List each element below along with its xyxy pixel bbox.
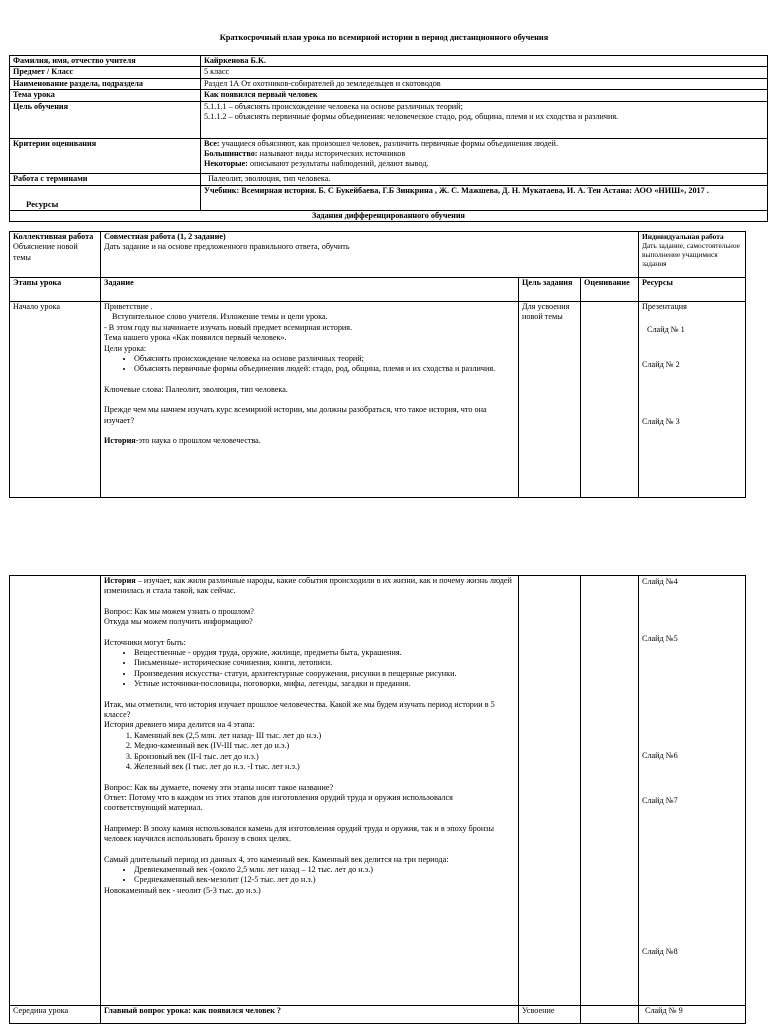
individual-text: Дать задание, самостоятельное выполнение учащимися задания xyxy=(642,241,740,268)
list-item: • Письменные- исторические сочинения, книги, летописи. xyxy=(134,658,515,668)
goal-value xyxy=(201,101,768,138)
list-item: • Среднекаменный век-мезолит (12-5 тыс. лет до н.э.) xyxy=(134,875,515,885)
list-item: • Объяснять происхождение человека на основе различных теорий; xyxy=(134,354,515,364)
topic-value: Как появился первый человек xyxy=(201,90,768,101)
slide-ref: Слайд № 3 xyxy=(642,417,680,426)
collective-label: Коллективная работа xyxy=(13,232,94,241)
list-item: • Вещественные - орудия труда, оружие, жилище, предметы быта, украшения. xyxy=(134,648,515,658)
task-start: Приветствие . Вступительное слово учителя. Изложение темы и цели урока. - В этом году вы начинаете изучать новый предмет всемирная история. Тема нашего урока «Как появился первый человек». Цели урока: • Объяснять происхождение человека на основе различных теорий; • Объяснять первичные формы объединения людей: стадо, род, община, племя и их сходства и различия. Ключевые слова: Палеолит, эволюция, тип человека. Прежде чем мы начнем изучать курс всемирной истории, мы должны разобраться, что такое история, что она изучает? История-это наука о прошлом человечества. xyxy=(101,302,519,498)
criteria-some-label: Некоторые: xyxy=(204,159,248,169)
topic-label: Тема урока xyxy=(10,90,201,101)
stone-periods-list xyxy=(104,865,515,886)
teacher-value: Кайркенова Б.К. xyxy=(201,56,768,67)
slide-ref: Слайд № 1 xyxy=(647,325,685,334)
assessment-start xyxy=(581,302,639,498)
example-text: Например: В эпоху камня использовался камень для изготовления орудий труда и оружия, так и в эпоху бронзы человек научился использовать бронзу в своих целях. xyxy=(104,823,494,844)
slide-ref: Слайд № 9 xyxy=(645,1006,683,1015)
period-question: Итак, мы отметили, что история изучает прошлое человечества. Какой же мы будем изучать период истории в 5 классе? xyxy=(104,699,495,720)
col-assessment: Оценивание xyxy=(581,278,639,302)
periods-intro: История древнего мира делится на 4 этапа: xyxy=(104,720,255,730)
list-item: 3. Бронзовый век (II-I тыс. лет до н.э.) xyxy=(134,752,515,762)
assessment-middle xyxy=(581,1006,639,1024)
criteria-all-text: учащиеся объясняют, как произошел человек, различить первичные формы объединения людей. xyxy=(219,138,558,148)
presentation-label: Презентация xyxy=(642,302,687,311)
stage-cont xyxy=(10,576,101,1006)
goal-start: Для усвоения новой темы xyxy=(519,302,581,498)
slide-ref: Слайд №8 xyxy=(642,947,678,956)
resources-start xyxy=(639,302,746,498)
joint-title: Совместная работа (1, 2 задание) xyxy=(104,232,226,241)
periods-list xyxy=(104,731,515,773)
stage-start: Начало урока xyxy=(10,302,101,498)
page-gap xyxy=(0,540,768,568)
col-resources: Ресурсы xyxy=(639,278,746,302)
lesson-plan-table xyxy=(9,231,746,498)
slide-ref: Слайд №5 xyxy=(642,634,678,643)
subject-value: 5 класс xyxy=(201,67,768,78)
list-item: • Произведения искусства- статуи, архитектурные сооружения, рисунки в пещерные рисунки. xyxy=(134,669,515,679)
goals-list xyxy=(104,354,515,375)
naming-answer: Ответ: Потому что в каждом из этих этапов для изготовления орудий труда и оружия использовался соответствующий материал. xyxy=(104,792,453,813)
subject-label: Предмет / Класс xyxy=(10,67,201,78)
criteria-most-label: Большинство: xyxy=(204,149,258,159)
section-value: Раздел 1А От охотников-собирателей до земледельцев и скотоводов xyxy=(201,78,768,89)
history-detailed: История – изучает, как жили различные народы, какие события происходили в их жизни, как и почему жизнь людей изменилась и стала такой, как сейчас. xyxy=(104,576,512,596)
joint-text: Дать задание и на основе предложенного правильного ответа, обучить xyxy=(104,242,350,252)
slide-ref: Слайд №4 xyxy=(642,577,678,586)
resources-cont xyxy=(639,576,746,1006)
task-cont xyxy=(101,576,519,1006)
criteria-most-text: называют виды исторических источников xyxy=(257,149,406,159)
goal-middle: Усвоение xyxy=(519,1006,581,1024)
resources-middle xyxy=(639,1006,746,1024)
col-task: Задание xyxy=(101,278,519,302)
stage-middle: Середина урока xyxy=(10,1006,101,1024)
joint-cell xyxy=(101,232,639,278)
main-question: Главный вопрос урока: как появился человек ? xyxy=(101,1006,519,1024)
sources-list xyxy=(104,648,515,690)
collective-sub: Объяснение новой темы xyxy=(13,242,78,262)
document-title: Краткосрочный план урока по всемирной истории в период дистанционного обучения xyxy=(219,33,549,42)
assessment-cont xyxy=(581,576,639,1006)
resources-value: Учебник: Всемирная история. Б. С Букейбаева, Г.Б Зинкрина , Ж. С. Мажшева, Д. Н. Мукатаева, И. А. Тен Астана: АОО «НИШ», 2017 . xyxy=(201,185,768,210)
list-item: 4. Железный век (I тыс. лет до н.э. -I тыс. лет н.э.) xyxy=(134,762,515,772)
goal-cont xyxy=(519,576,581,1006)
list-item: • Древнекаменный век -(около 2,5 млн. лет назад – 12 тыс. лет до н.э.) xyxy=(134,865,515,875)
lesson-info-table xyxy=(9,55,768,222)
criteria-some-text: описывают результаты наблюдений, делают вывод. xyxy=(247,159,429,169)
list-item: 2. Медно-каменный век (IV-III тыс. лет до н.э.) xyxy=(134,741,515,751)
slide-ref: Слайд № 2 xyxy=(642,360,680,369)
individual-cell xyxy=(639,232,746,278)
col-goal: Цель задания xyxy=(519,278,581,302)
criteria-value xyxy=(201,138,768,173)
diff-title: Задания дифференцированного обучения xyxy=(10,210,768,221)
lesson-plan-table-continued xyxy=(9,575,746,1024)
collective-cell xyxy=(10,232,101,278)
naming-question: Вопрос: Как вы думаете, почему эти этапы носят такое название? xyxy=(104,782,334,792)
goal-line-2: 5.1.1.2 – объяснять первичные формы объединения: человеческое стадо, род, община, племя и их сходства и различия. xyxy=(204,112,619,122)
resources-label: Ресурсы xyxy=(10,185,201,210)
list-item: • Объяснять первичные формы объединения людей: стадо, род, община, племя и их сходства и различия. xyxy=(134,364,515,374)
terms-value: Палеолит, эволюция, тип человека. xyxy=(201,173,768,185)
slide-ref: Слайд №7 xyxy=(642,796,678,805)
history-definition: История-это наука о прошлом человечества. xyxy=(104,436,261,446)
teacher-label: Фамилия, имя, отчество учителя xyxy=(10,56,201,67)
question-info: Откуда мы можем получить информацию? xyxy=(104,617,253,627)
list-item: 1. Каменный век (2,5 млн. лет назад- III тыс. лет до н.э.) xyxy=(134,731,515,741)
goal-line-1: 5.1.1.1 – объяснять происхождение человека на основе различных теорий; xyxy=(204,101,463,111)
slide-ref: Слайд №6 xyxy=(642,751,678,760)
list-item: • Устные источники-пословицы, поговорки, мифы, легенды, загадки и предания. xyxy=(134,679,515,689)
stone-age-text: Самый длительный период из данных 4, это каменный век. Каменный век делится на три периода: xyxy=(104,854,449,864)
criteria-all-label: Все: xyxy=(204,138,220,148)
document-page-2 xyxy=(0,568,768,1024)
intro-question: Прежде чем мы начнем изучать курс всемирной истории, мы должны разобраться, что такое история, что она изучает? xyxy=(104,405,487,425)
keywords-text: Ключевые слова: Палеолит, эволюция, тип человека. xyxy=(104,384,288,394)
sources-title: Источники могут быть: xyxy=(104,637,186,647)
section-label: Наименование раздела, подраздела xyxy=(10,78,201,89)
question-past: Вопрос: Как мы можем узнать о прошлом? xyxy=(104,606,254,616)
criteria-label: Критерии оценивания xyxy=(10,138,201,173)
terms-label: Работа с терминами xyxy=(10,173,201,185)
col-stages: Этапы урока xyxy=(10,278,101,302)
goal-label: Цель обучения xyxy=(10,101,201,138)
neolith-text: Новокаменный век - неолит (5-3 тыс. до н.э.) xyxy=(104,885,261,895)
individual-title: Индивидуальная работа xyxy=(642,232,724,241)
